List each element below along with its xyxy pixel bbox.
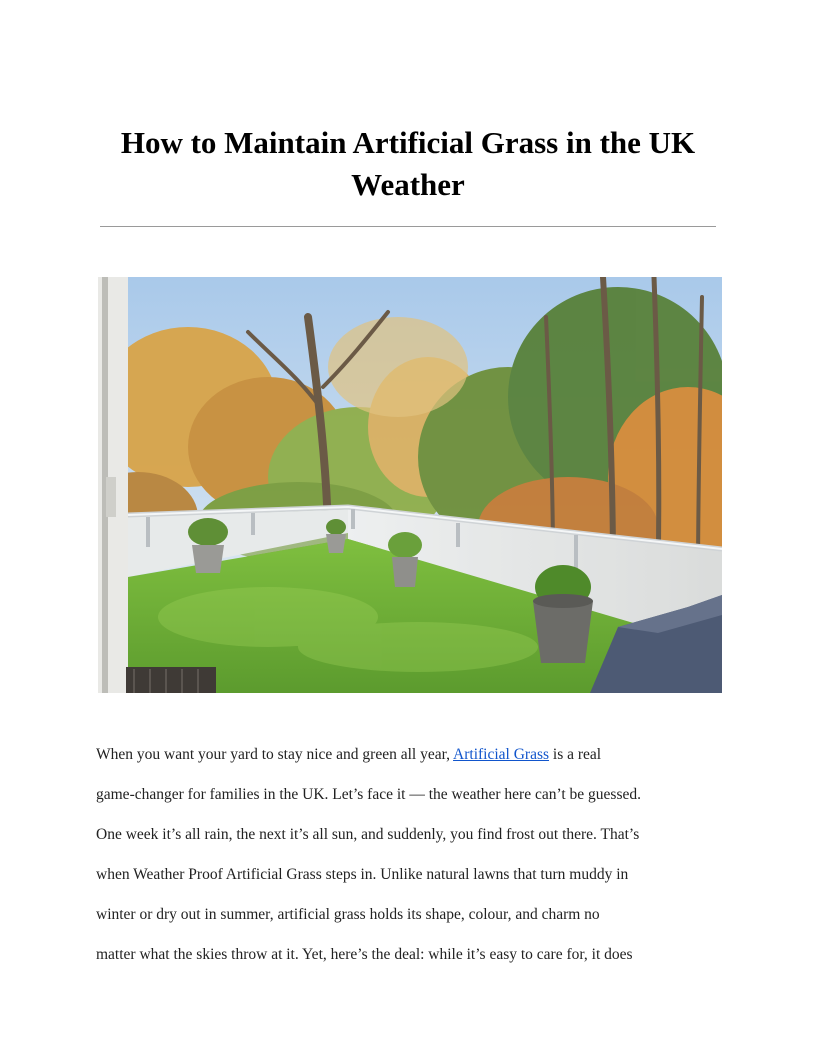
paragraph-line-4: when Weather Proof Artificial Grass steps in. Unlike natural lawns that turn muddy in [96,866,629,883]
title-divider [100,226,716,227]
paragraph-line-1-end: is a real [549,746,602,763]
paragraph-line-1-start: When you want your yard to stay nice and green all year, [96,746,454,763]
paragraph-line-2: game-changer for families in the UK. Let’s face it — the weather here can’t be guessed. [96,786,641,803]
article-title [96,122,720,206]
paragraph-line-6: matter what the skies throw at it. Yet, here’s the deal: while it’s easy to care for, it does [96,946,633,963]
paragraph-line-1 [96,735,720,775]
paragraph-line-3: One week it’s all rain, the next it’s all sun, and suddenly, you find frost out there. That’s [96,826,640,843]
article-title-line-1: How to Maintain Artificial Grass in the UK [120,125,696,160]
hero-image-balcony-artificial-grass [98,277,722,693]
artificial-grass-link[interactable]: Artificial Grass [453,746,550,763]
intro-paragraph [96,735,720,975]
paragraph-line-5: winter or dry out in summer, artificial grass holds its shape, colour, and charm no [96,906,600,923]
article-title-line-2: Weather [351,167,465,202]
